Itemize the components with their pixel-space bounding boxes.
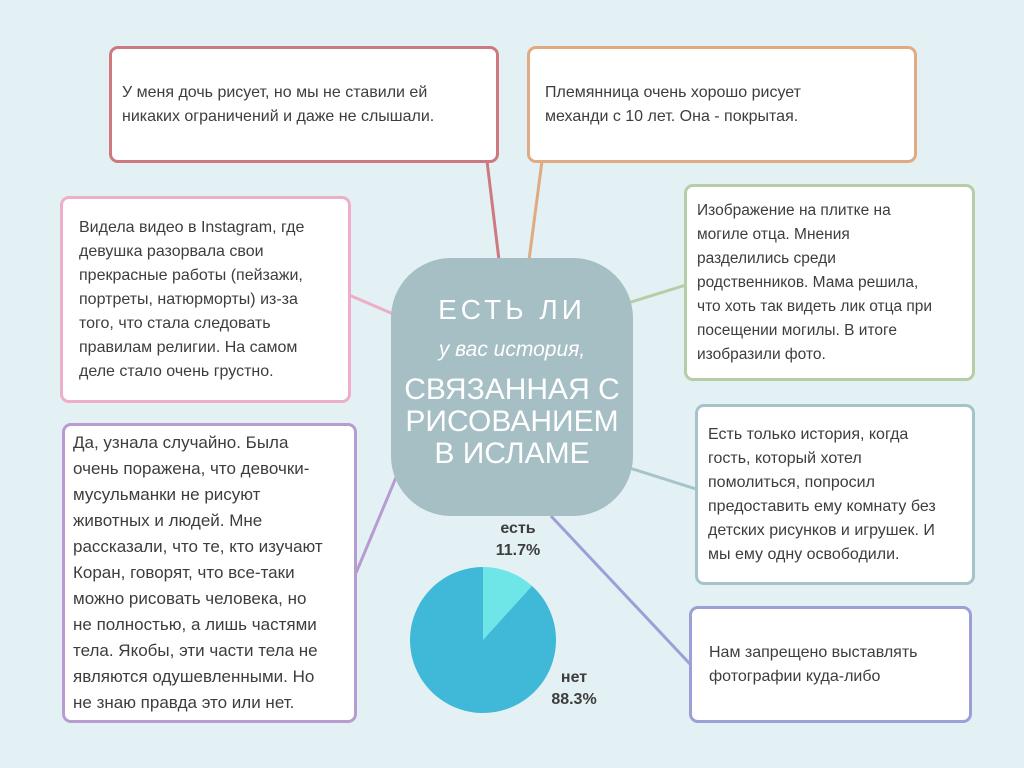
story-card-left-upper: [60, 196, 351, 403]
connector-right-lower: [551, 516, 690, 664]
pie-label-no: [544, 667, 604, 711]
story-card-left-lower: [62, 423, 357, 723]
story-card-right-lower: [689, 606, 972, 723]
central-title-line1: ЕСТЬ ЛИ: [438, 294, 586, 325]
pie-label-no-value: 88.3%: [551, 691, 597, 708]
survey-pie-chart: [408, 565, 558, 715]
story-card-top-left: [109, 46, 499, 163]
story-text: Племянница очень хорошо рисует механди с 10 лет. Она - покрытая.: [545, 83, 801, 125]
connector-top-left: [487, 161, 499, 260]
pie-label-no-name: нет: [560, 669, 588, 686]
story-text: Видела видео в Instagram, где девушка разорвала свои прекрасные работы (пейзажи, портреты, натюрморты) из-за того, что стала следовать правилам религии. На самом деле стало очень грустно.: [79, 218, 305, 380]
pie-label-yes: [486, 518, 550, 562]
story-card-top-right: [527, 46, 917, 163]
story-text: Есть только история, когда гость, который хотел помолиться, попросил предоставить ему комнату без детских рисунков и игрушек. И мы ему одну освободили.: [708, 425, 936, 563]
story-card-right-upper: [684, 184, 975, 381]
story-card-right-middle: [695, 404, 975, 585]
story-text: У меня дочь рисует, но мы не ставили ей никаких ограничений и даже не слышали.: [122, 83, 435, 125]
central-title-line2: у вас история,: [438, 338, 586, 361]
pie-label-yes-name: есть: [500, 520, 536, 537]
story-text: Да, узнала случайно. Была очень поражена, что девочки- мусульманки не рисуют животных и людей. Мне рассказали, что те, кто изучают Коран, говорят, что все-таки можно рисовать человека, но не полностью, а лишь частями тела. Якобы, эти части тела не являются одушевленными. Но не знаю правда это или нет.: [73, 433, 323, 712]
connector-top-right: [529, 161, 542, 260]
pie-label-yes-value: 11.7%: [495, 542, 541, 559]
central-question-node: [391, 258, 633, 516]
central-title-line3: СВЯЗАННАЯ С РИСОВАНИЕМ В ИСЛАМЕ: [404, 373, 620, 470]
story-text: Изображение на плитке на могиле отца. Мнения разделились среди родственников. Мама решила, что хоть так видеть лик отца при посещении могилы. В итоге изобразили фото.: [697, 201, 933, 363]
pie-slice-no: [410, 567, 556, 713]
story-text: Нам запрещено выставлять фотографии куда-либо: [709, 643, 918, 685]
